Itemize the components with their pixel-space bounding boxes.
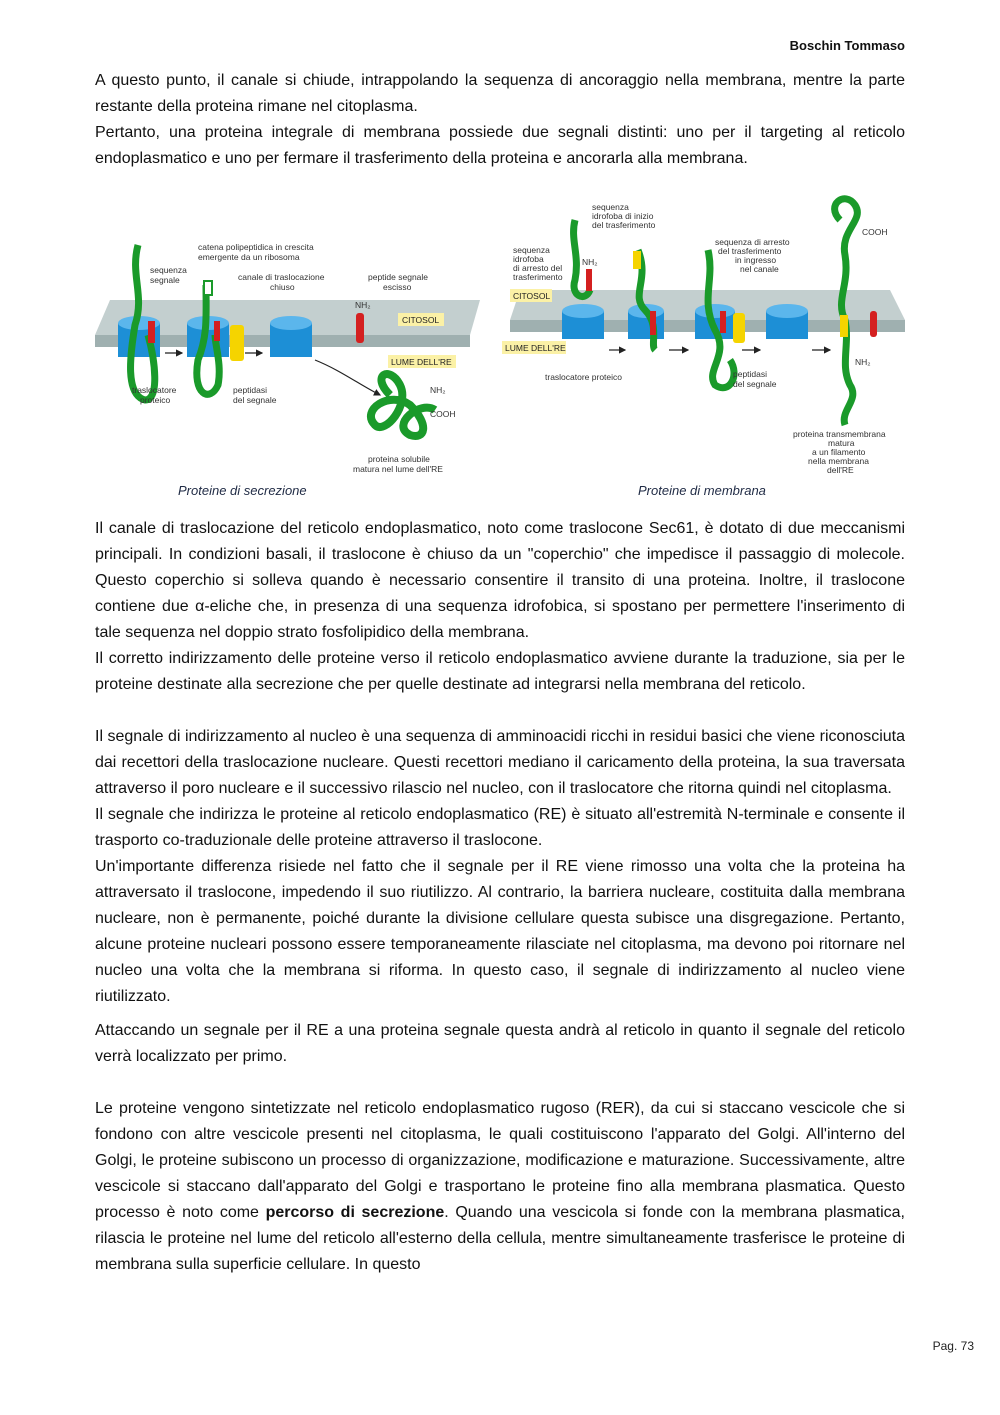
translocation-diagram (90, 185, 910, 480)
label-prot-2: matura nel lume dell'RE (353, 464, 443, 474)
label-right-cooh: COOH (862, 227, 888, 237)
label-right-citosol: CITOSOL (513, 291, 551, 301)
label-catena: catena polipeptidica in crescita (198, 242, 314, 252)
label-arresto-4: trasferimento (513, 272, 563, 282)
intro-paragraph-2: Pertanto, una proteina integrale di membrana possiede due segnali distinti: uno per il targeting al reticolo endoplasmatico e uno per fermare il trasferimento della proteina e ancorarla alla membrana. (95, 124, 905, 167)
label-right-nh2-b: NH₂ (855, 357, 871, 367)
label-ingresso-4: nel canale (740, 264, 779, 274)
caption-secretion: Proteine di secrezione (178, 483, 307, 498)
label-inizio-3: del trasferimento (592, 220, 656, 230)
label-trans-4: nella membrana (808, 456, 869, 466)
label-pept-2: del segnale (233, 395, 277, 405)
left-chain-2-ribosome (204, 281, 212, 295)
label-trasl-1: traslocatore (132, 385, 177, 395)
left-peptidase (230, 325, 244, 361)
label-inizio-1: sequenza (592, 202, 629, 212)
right-stop-seq-2 (633, 251, 641, 269)
label-left-citosol: CITOSOL (402, 315, 440, 325)
label-seq-1: sequenza (150, 265, 187, 275)
label-trans-2: matura (828, 438, 855, 448)
right-signal-3 (720, 311, 726, 333)
label-right-pept-2: del segnale (733, 379, 777, 389)
label-left-nh2-b: NH₂ (430, 385, 446, 395)
label-ingresso-3: in ingresso (735, 255, 777, 265)
label-prot-1: proteina solubile (368, 454, 430, 464)
left-arrow-3 (315, 360, 380, 395)
author-name: Boschin Tommaso (789, 38, 905, 53)
paragraph-7-bold: percorso di secrezione (265, 1204, 445, 1221)
label-trans-3: a un filamento (812, 447, 866, 457)
label-left-lume: LUME DELL'RE (391, 357, 452, 367)
label-right-lume: LUME DELL'RE (505, 343, 566, 353)
paragraph-1: Il canale di traslocazione del reticolo endoplasmatico, noto come traslocone Sec61, è dotato di due meccanismi principali. In condizioni basali, il traslocone è chiuso da un "coperchio" che impedisce il passaggio di molecole. Questo coperchio si solleva quando è necessario consentire il transito di una proteina. Inoltre, il traslocone contiene due α-eliche che, in presenza di una sequenza idrofobica, si spostano per permettere l'inserimento di tale sequenza nel doppio strato fosfolipidico della membrana. (95, 520, 905, 641)
right-cleaved-signal (870, 311, 877, 337)
translocation-figure (90, 185, 910, 480)
right-channel-4 (766, 304, 808, 339)
right-signal-1 (586, 269, 592, 291)
label-right-pept-1: peptidasi (733, 369, 768, 379)
right-peptidase (733, 313, 745, 343)
paragraph-7-start: Le proteine vengono sintetizzate nel reticolo endoplasmatico rugoso (RER), da cui si staccano vescicole che si fondono con altre vescicole presenti nel citoplasma, le quali costituiscono l'apparato del Golgi. All'interno del Golgi, le proteine subiscono un processo di organizzazione, modificazione e maturazione. Successivamente, altre vescicole si staccano dall'apparato del Golgi e trasportano le proteine fino alla membrana plasmatica. Questo processo è noto come (95, 1100, 905, 1221)
label-canale-1: canale di traslocazione (238, 272, 325, 282)
caption-membrane: Proteine di membrana (638, 483, 766, 498)
label-trasl-2: proteico (140, 395, 171, 405)
left-cleaved-peptide (356, 313, 364, 343)
left-mature-protein (371, 374, 435, 436)
paragraph-5: Un'importante differenza risiede nel fatto che il segnale per il RE viene rimosso una volta che la proteina ha attraversato il traslocone, impedendo il suo riutilizzo. Al contrario, la barriera nucleare, costituita dalla membrana nucleare, non è permanente, poiché durante la divisione cellulare questa subisce una disgregazione. Pertanto, alcune proteine nucleari possono essere temporaneamente rilasciate nel citoplasma, ma devono poi ritornare nel nucleo una volta che la membrana si riforma. In questo caso, il segnale di indirizzamento al nucleo viene riutilizzato. (95, 858, 905, 1005)
left-signal-1 (148, 321, 155, 343)
intro-text (95, 68, 905, 172)
label-ingresso-1: sequenza di arresto (715, 237, 790, 247)
paragraph-7-end: . Quando una vescicola si fonde con la membrana plasmatica, rilascia le proteine nel lume del reticolo all'esterno della cellula, mentre simultaneamente trasferisce le proteine di membrana sulla superficie cellulare. In questo (95, 1204, 905, 1273)
paragraph-4: Il segnale che indirizza le proteine al reticolo endoplasmatico (RE) è situato all'estremità N-terminale e consente il trasporto co-traduzionale delle proteine attraverso il traslocone. (95, 806, 905, 849)
right-anchor (840, 315, 848, 337)
label-right-trasl: traslocatore proteico (545, 372, 623, 382)
label-pept-1: peptidasi (233, 385, 268, 395)
label-right-nh2: NH₂ (582, 257, 598, 267)
left-channel-3 (270, 316, 312, 357)
label-arresto-1: sequenza (513, 245, 550, 255)
paragraph-2: Il corretto indirizzamento delle proteine verso il reticolo endoplasmatico avviene durante la traduzione, sia per le proteine destinate alla secrezione che per quelle destinate ad integrarsi nella membrana del reticolo. (95, 650, 905, 693)
intro-paragraph-1: A questo punto, il canale si chiude, intrappolando la sequenza di ancoraggio nella membrana, mentre la parte restante della proteina rimane nel citoplasma. (95, 72, 905, 115)
label-inizio-2: idrofoba di inizio (592, 211, 654, 221)
label-left-cooh: COOH (430, 409, 456, 419)
label-arresto-2: idrofoba (513, 254, 544, 264)
label-seq-2: segnale (150, 275, 180, 285)
paragraph-6: Attaccando un segnale per il RE a una proteina segnale questa andrà al reticolo in quanto il segnale del reticolo verrà localizzato per primo. (95, 1022, 905, 1065)
label-trans-5: dell'RE (827, 465, 854, 475)
right-signal-2 (650, 311, 656, 335)
paragraph-3: Il segnale di indirizzamento al nucleo è una sequenza di amminoacidi ricchi in residui basici che viene riconosciuta dai recettori della traslocazione nucleare. Questi recettori mediano il caricamento della proteina, la sua traversata attraverso il poro nucleare e il successivo rilascio nel nucleo, con il traslocatore che ritorna quindi nel citoplasma. (95, 728, 905, 797)
label-peptide-1: peptide segnale (368, 272, 429, 282)
label-arresto-3: di arresto del (513, 263, 563, 273)
label-trans-1: proteina transmembrana (793, 429, 886, 439)
label-catena-2: emergente da un ribosoma (198, 252, 300, 262)
right-channel-1 (562, 304, 604, 339)
label-canale-2: chiuso (270, 282, 295, 292)
page-number: Pag. 73 (932, 1339, 974, 1353)
label-left-nh2: NH₂ (355, 300, 371, 310)
label-peptide-2: escisso (383, 282, 412, 292)
body-text (95, 516, 905, 1278)
label-ingresso-2: del trasferimento (718, 246, 782, 256)
paragraph-7 (95, 1096, 905, 1278)
left-signal-2 (214, 321, 220, 341)
